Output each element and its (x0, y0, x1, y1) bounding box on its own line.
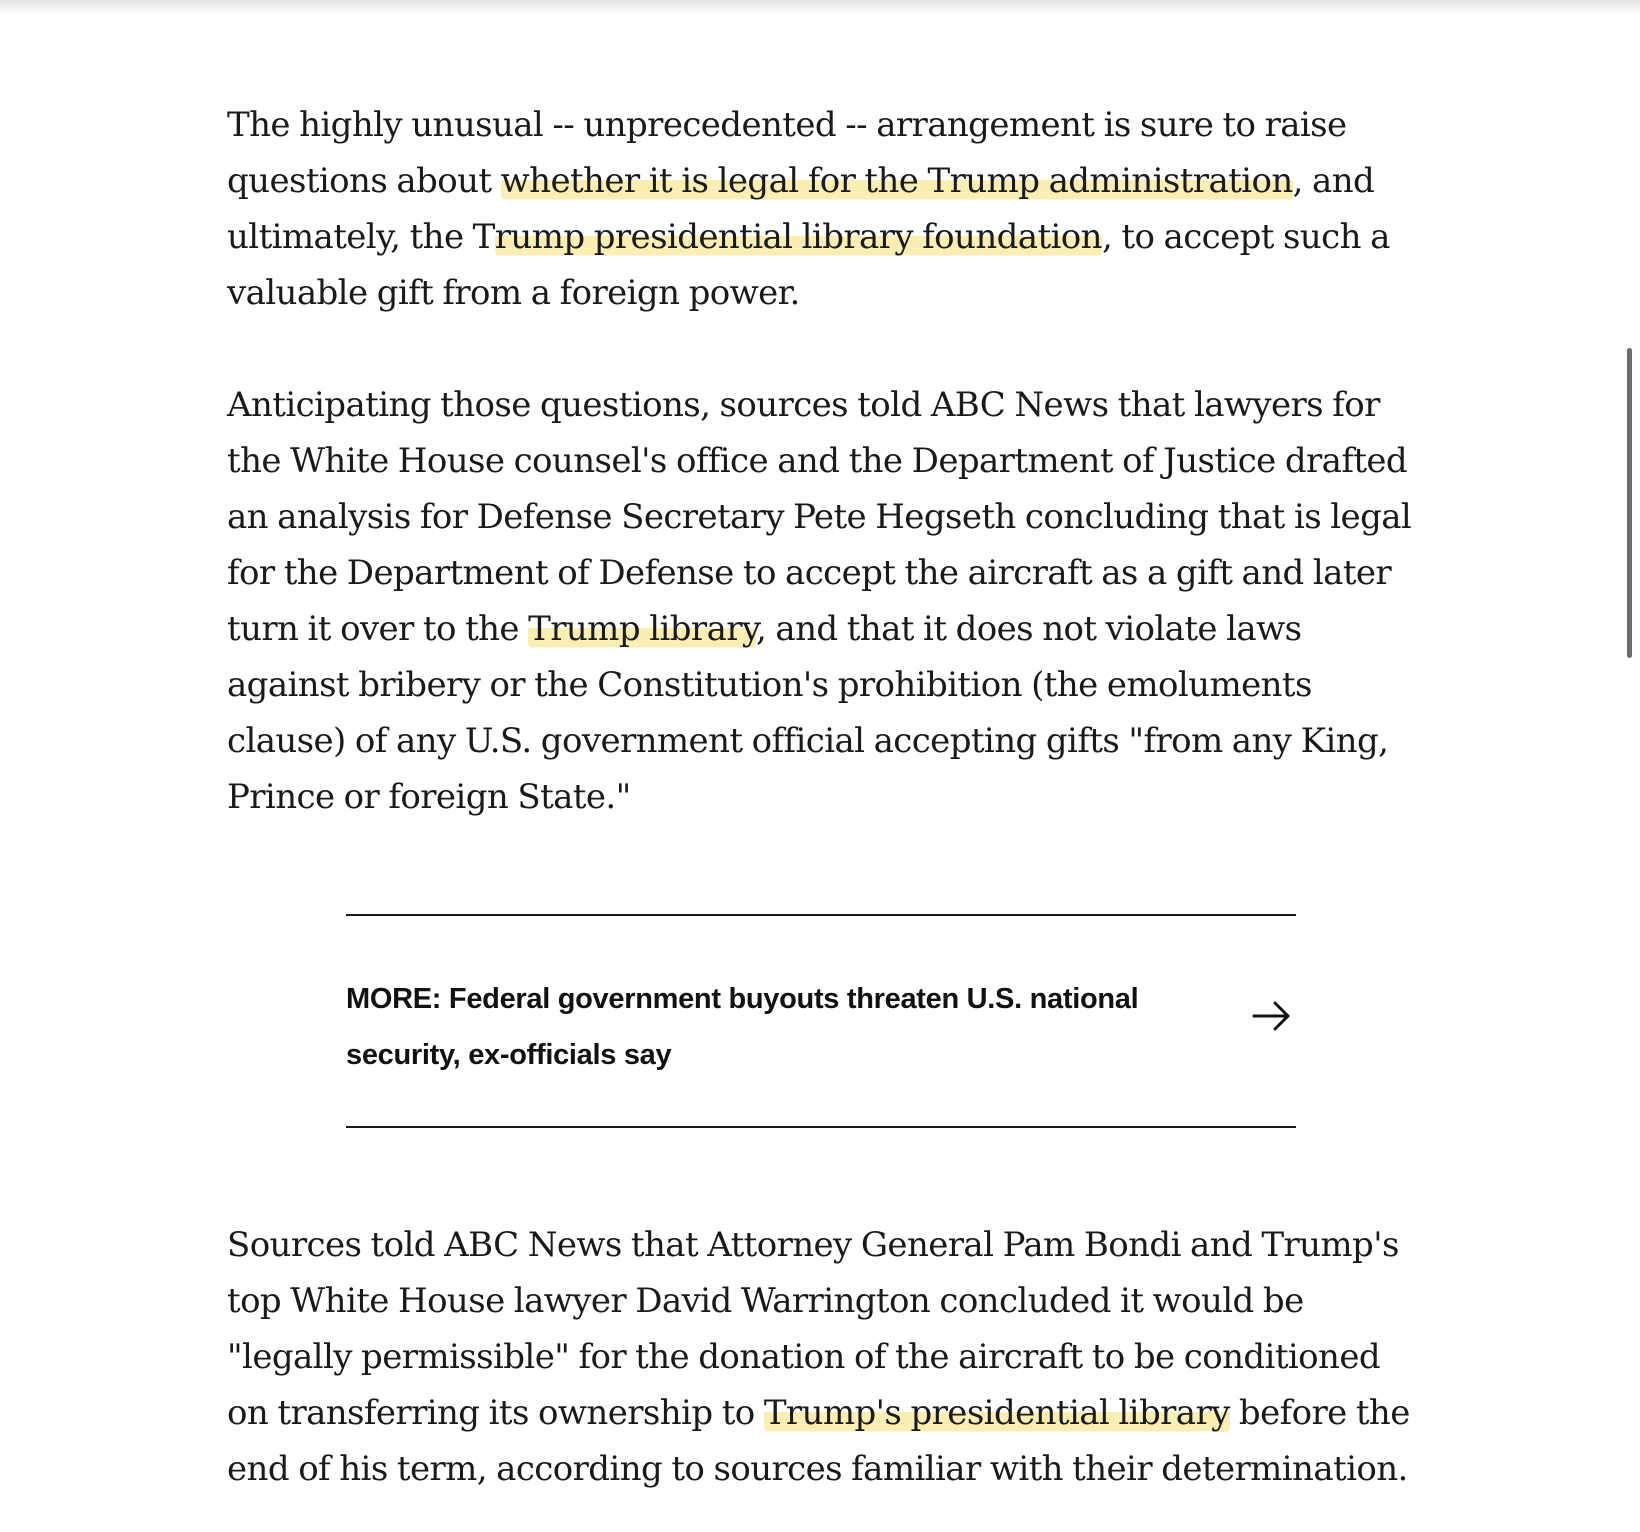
article-paragraph-3 (227, 1217, 1427, 1497)
article-paragraph-1 (227, 97, 1427, 321)
article-body (227, 97, 1427, 1489)
paragraph-text: Anticipating those questions, sources told ABC News that lawyers for the White House counsel's office and the Department of Justice drafted an analysis for Defense Secretary Pete Hegseth concluding that is legal for the Department of Defense to accept the aircraft as a gift and later turn it over to the (227, 385, 1412, 649)
paragraph-text: , and ultimately, the T (227, 161, 1375, 257)
highlighted-text: rump presidential library foundation (494, 217, 1102, 257)
paragraph-text: , to accept such a valuable gift from a foreign power. (227, 217, 1390, 313)
arrow-right-icon[interactable] (1252, 996, 1292, 1036)
paragraph-text: The highly unusual -- unprecedented -- arrangement is sure to raise questions about (227, 105, 1347, 201)
related-story-link[interactable] (346, 914, 1296, 1128)
related-story-title[interactable]: MORE: Federal government buyouts threaten U.S. national security, ex-officials say (346, 983, 1139, 1071)
paragraph-text: Sources told ABC News that Attorney General Pam Bondi and Trump's top White House lawyer David Warrington concluded it would be "legally permissible" for the donation of the aircraft to be conditioned on transferring its ownership to (227, 1225, 1399, 1433)
article-paragraph-2 (227, 377, 1427, 825)
highlighted-text: Trump's presidential library (763, 1393, 1230, 1433)
paragraph-text: before the end of his term, according to sources familiar with their determination. (227, 1393, 1410, 1489)
top-toolbar-shadow (0, 0, 1640, 16)
paragraph-text: , and that it does not violate laws against bribery or the Constitution's prohibition (the emoluments clause) of any U.S. government official accepting gifts "from any King, Prince or foreign State." (227, 609, 1389, 817)
scrollbar-thumb[interactable] (1627, 348, 1632, 658)
highlighted-text: Trump library (528, 609, 756, 649)
highlighted-text: whether it is legal for the Trump administration (500, 161, 1293, 201)
